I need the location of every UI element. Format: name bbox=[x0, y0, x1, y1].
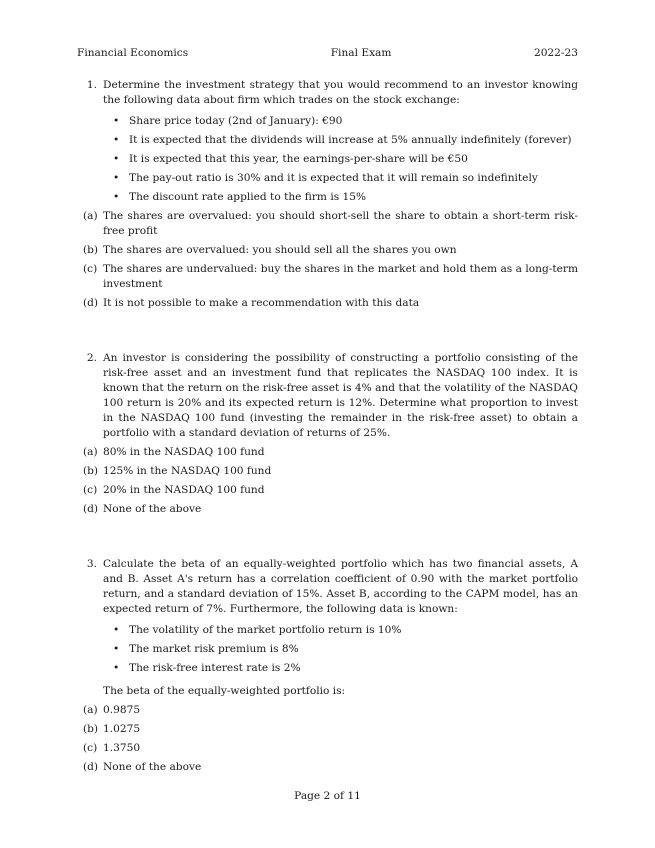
answer-option-c bbox=[83, 741, 578, 756]
answer-option-d bbox=[83, 502, 578, 517]
list-item: • The discount rate applied to the firm is 15% bbox=[113, 190, 578, 205]
list-item: • It is expected that this year, the earnings-per-share will be €50 bbox=[113, 152, 578, 167]
answer-option-a bbox=[83, 209, 578, 239]
option-label: (a) bbox=[83, 210, 98, 222]
exam-title: Final Exam bbox=[330, 47, 392, 59]
option-label: (c) bbox=[83, 263, 98, 275]
answer-option-a bbox=[83, 445, 578, 460]
page-footer bbox=[0, 789, 655, 804]
option-text: 0.9875 bbox=[103, 704, 141, 716]
answer-option-a bbox=[83, 703, 578, 718]
option-text: None of the above bbox=[103, 503, 202, 515]
question-2 bbox=[77, 351, 578, 521]
list-item: • The risk-free interest rate is 2% bbox=[113, 661, 578, 676]
question-1 bbox=[77, 78, 578, 315]
answer-option-d bbox=[83, 296, 578, 311]
option-text: The shares are undervalued: buy the shares in the market and hold them as a long-term investment bbox=[103, 263, 578, 290]
academic-year: 2022-23 bbox=[533, 47, 578, 59]
answer-options bbox=[83, 445, 578, 517]
question-number: 1. bbox=[86, 79, 97, 91]
option-text: None of the above bbox=[103, 761, 202, 773]
option-text: The shares are overvalued: you should sell all the shares you own bbox=[103, 244, 457, 256]
option-text: 20% in the NASDAQ 100 fund bbox=[103, 484, 265, 496]
question-number: 3. bbox=[86, 558, 97, 570]
question-note: The beta of the equally-weighted portfolio is: bbox=[103, 685, 346, 697]
option-text: 1.0275 bbox=[103, 723, 141, 735]
option-label: (b) bbox=[83, 723, 99, 735]
list-item: • The market risk premium is 8% bbox=[113, 642, 578, 657]
list-item: • The volatility of the market portfolio return is 10% bbox=[113, 623, 578, 638]
answer-option-c bbox=[83, 262, 578, 292]
answer-options bbox=[83, 209, 578, 311]
question-number: 2. bbox=[86, 352, 97, 364]
option-text: It is not possible to make a recommendation with this data bbox=[103, 297, 420, 309]
data-list bbox=[103, 114, 578, 205]
answer-option-b bbox=[83, 243, 578, 258]
option-label: (a) bbox=[83, 704, 98, 716]
option-text: 125% in the NASDAQ 100 fund bbox=[103, 465, 272, 477]
list-item: • It is expected that the dividends will increase at 5% annually indefinitely (forever) bbox=[113, 133, 578, 148]
option-label: (a) bbox=[83, 446, 98, 458]
option-label: (c) bbox=[83, 484, 98, 496]
option-text: 80% in the NASDAQ 100 fund bbox=[103, 446, 265, 458]
data-list bbox=[103, 623, 578, 676]
option-label: (d) bbox=[83, 761, 99, 773]
list-item: • Share price today (2nd of January): €90 bbox=[113, 114, 578, 129]
answer-option-d bbox=[83, 760, 578, 775]
course-title: Financial Economics bbox=[77, 47, 189, 59]
list-item: • The pay-out ratio is 30% and it is expected that it will remain so indefinitely bbox=[113, 171, 578, 186]
question-text: Calculate the beta of an equally-weighted portfolio which has two financial assets, A and B. Asset A's return has a correlation coefficient of 0.90 with the market portfolio return, and a standard deviation of 15%. Asset B, according to the CAPM model, has an expected return of 7%. Furthermore, the following data is known: bbox=[103, 558, 578, 615]
option-text: 1.3750 bbox=[103, 742, 141, 754]
answer-options bbox=[83, 703, 578, 775]
question-text: An investor is considering the possibility of constructing a portfolio consisting of the risk-free asset and an investment fund that replicates the NASDAQ 100 index. It is known that the return on the risk-free asset is 4% and that the volatility of the NASDAQ 100 return is 20% and its expected return is 12%. Determine what proportion to invest in the NASDAQ 100 fund (investing the remainder in the risk-free asset) to obtain a portfolio with a standard deviation of returns of 25%. bbox=[103, 352, 578, 439]
option-label: (d) bbox=[83, 297, 99, 309]
option-text: The shares are overvalued: you should short-sell the share to obtain a short-term risk-free profit bbox=[103, 210, 578, 237]
option-label: (b) bbox=[83, 465, 99, 477]
page-header bbox=[77, 46, 578, 61]
question-3 bbox=[77, 557, 578, 779]
option-label: (d) bbox=[83, 503, 99, 515]
exam-content bbox=[77, 78, 578, 779]
option-label: (c) bbox=[83, 742, 98, 754]
answer-option-b bbox=[83, 464, 578, 479]
page-number: Page 2 of 11 bbox=[294, 790, 361, 802]
option-label: (b) bbox=[83, 244, 99, 256]
answer-option-c bbox=[83, 483, 578, 498]
answer-option-b bbox=[83, 722, 578, 737]
question-text: Determine the investment strategy that you would recommend to an investor knowing the following data about firm which trades on the stock exchange: bbox=[103, 79, 578, 106]
